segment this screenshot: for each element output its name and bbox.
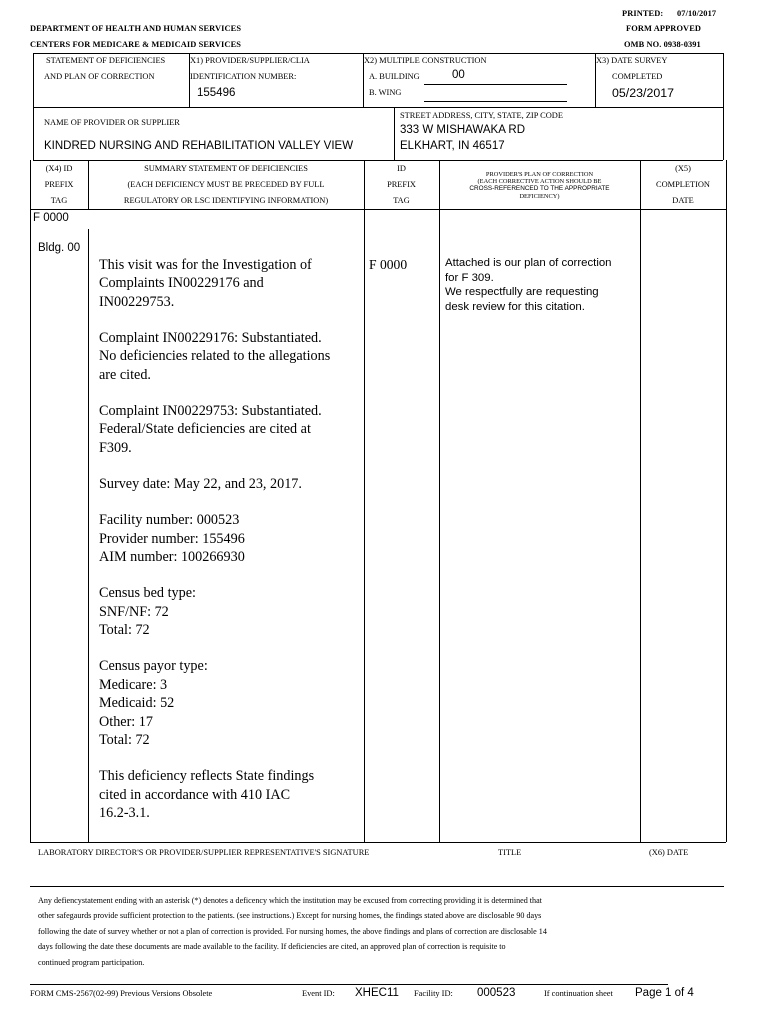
poc-header-3: CROSS-REFERENCED TO THE APPROPRIATE <box>469 185 610 192</box>
summary-line: Provider number: 155496 <box>99 530 245 547</box>
summary-line: Complaints IN00229176 and <box>99 275 264 292</box>
building-label: A. BUILDING <box>369 72 420 81</box>
x5-header: (X5) <box>675 164 691 173</box>
summary-paragraph <box>99 329 361 384</box>
x2-label: X2) MULTIPLE CONSTRUCTION <box>364 56 487 65</box>
agency-title: CENTERS FOR MEDICARE & MEDICAID SERVICES <box>30 40 242 49</box>
summary-line: Census bed type: <box>99 585 196 602</box>
id-header: ID <box>397 164 406 173</box>
signature-label: LABORATORY DIRECTOR'S OR PROVIDER/SUPPLIER REPRESENTATIVE'S SIGNATURE <box>38 848 370 857</box>
facility-id-label: Facility ID: <box>414 989 453 998</box>
poc-line: Attached is our plan of correction <box>445 257 612 269</box>
summary-line: Total: 72 <box>99 731 150 748</box>
form-id: FORM CMS-2567(02-99) Previous Versions Obsolete <box>30 989 213 998</box>
address-line-2: ELKHART, IN 46517 <box>400 140 505 152</box>
x4-tag-header: TAG <box>50 196 68 205</box>
summary-paragraph <box>99 511 361 566</box>
footer-divider <box>30 984 668 985</box>
poc-line: for F 309. <box>445 271 494 284</box>
summary-paragraph <box>99 402 361 457</box>
summary-statement <box>99 256 361 840</box>
notice-line: other safegaurds provide sufficient protection to the patients. (see instructions.) Except for nursing homes, the findings stated above are disclosable 90 days <box>38 911 542 921</box>
summary-paragraph <box>99 584 361 639</box>
summary-paragraph <box>99 657 361 749</box>
plan-label: AND PLAN OF CORRECTION <box>44 72 155 81</box>
provider-name-value: KINDRED NURSING AND REHABILITATION VALLEY VIEW <box>44 140 354 152</box>
summary-line: Medicaid: 52 <box>99 695 175 712</box>
summary-header-3: REGULATORY OR LSC IDENTIFYING INFORMATION) <box>123 196 329 205</box>
summary-line: SNF/NF: 72 <box>99 603 169 620</box>
x4-prefix-header: PREFIX <box>44 180 74 189</box>
summary-line: Complaint IN00229753: Substantiated. <box>99 403 322 420</box>
summary-line: Other: 17 <box>99 713 153 730</box>
provider-name-label: NAME OF PROVIDER OR SUPPLIER <box>44 118 180 127</box>
summary-paragraph <box>99 475 361 493</box>
summary-line: 16.2-3.1. <box>99 804 150 821</box>
summary-header-2: (EACH DEFICIENCY MUST BE PRECEDED BY FULL <box>127 180 325 189</box>
summary-line: AIM number: 100266930 <box>99 549 245 566</box>
id-prefix-tag: F 0000 <box>369 257 408 272</box>
completion-header: COMPLETION <box>656 180 710 189</box>
event-id-value: XHEC11 <box>355 987 399 999</box>
provider-id-value: 155496 <box>197 87 236 99</box>
summary-line: Medicare: 3 <box>99 676 168 693</box>
x3-label: X3) DATE SURVEY <box>596 56 668 65</box>
completed-label: COMPLETED <box>612 72 663 81</box>
summary-line: Census payor type: <box>99 658 208 675</box>
form-approved: FORM APPROVED <box>626 24 702 33</box>
summary-line: Complaint IN00229176: Substantiated. <box>99 330 322 347</box>
x4-id-header: (X4) ID <box>45 164 73 173</box>
prefix-tag: F 0000 <box>33 212 69 224</box>
poc-header-4: DEFICIENCY) <box>519 193 560 200</box>
summary-line: are cited. <box>99 366 151 383</box>
plan-of-correction <box>445 256 612 314</box>
completion-date-header: DATE <box>672 196 694 205</box>
summary-line: No deficiencies related to the allegations <box>99 348 331 365</box>
continuation-label: If continuation sheet <box>544 989 613 998</box>
statement-label: STATEMENT OF DEFICIENCIES <box>46 56 166 65</box>
summary-line: Survey date: May 22, and 23, 2017. <box>99 476 302 493</box>
x6-date-label: (X6) DATE <box>649 848 689 857</box>
summary-header-1: SUMMARY STATEMENT OF DEFICIENCIES <box>144 164 308 173</box>
summary-line: This deficiency reflects State findings <box>99 768 315 785</box>
summary-line: IN00229753. <box>99 293 175 310</box>
poc-line: We respectfully are requesting <box>445 286 599 298</box>
printed-label: PRINTED: <box>622 9 664 18</box>
summary-line: This visit was for the Investigation of <box>99 257 312 273</box>
x1-id-label: IDENTIFICATION NUMBER: <box>190 72 297 81</box>
x1-label: X1) PROVIDER/SUPPLIER/CLIA <box>190 56 310 65</box>
address-line-1: 333 W MISHAWAKA RD <box>400 124 526 136</box>
notice-line: days following the date these documents are made available to the facility. If deficiencies are cited, an approved plan of correction is requisite to <box>38 942 506 952</box>
summary-paragraph <box>99 767 361 822</box>
address-label: STREET ADDRESS, CITY, STATE, ZIP CODE <box>400 111 563 120</box>
disclosure-notice <box>38 893 547 970</box>
notice-line: continued program participation. <box>38 957 145 967</box>
survey-date-value: 05/23/2017 <box>612 86 675 100</box>
department-title: DEPARTMENT OF HEALTH AND HUMAN SERVICES <box>30 24 242 33</box>
event-id-label: Event ID: <box>302 989 335 998</box>
page-number: Page 1 of 4 <box>635 987 694 999</box>
summary-paragraph <box>99 256 361 311</box>
summary-line: Federal/State deficiencies are cited at <box>99 421 311 438</box>
facility-id-value: 000523 <box>477 987 516 999</box>
poc-line: desk review for this citation. <box>445 300 585 313</box>
title-label: TITLE <box>498 848 522 857</box>
summary-line: Facility number: 000523 <box>99 512 240 529</box>
omb-number: OMB NO. 0938-0391 <box>624 40 701 49</box>
building-tag: Bldg. 00 <box>38 242 81 254</box>
printed-date: 07/10/2017 <box>677 9 717 18</box>
summary-line: cited in accordance with 410 IAC <box>99 786 291 803</box>
poc-header-2: (EACH CORRECTIVE ACTION SHOULD BE <box>477 178 602 185</box>
wing-label: B. WING <box>369 88 402 97</box>
id-tag-header: TAG <box>393 196 410 205</box>
building-value: 00 <box>452 69 465 81</box>
notice-line: Any defiencystatement ending with an asterisk (*) denotes a deficency which the institution may be excused from correcting providing it is determined that <box>38 896 542 905</box>
summary-line: Total: 72 <box>99 622 150 639</box>
notice-line: following the date of survey whether or not a plan of correction is provided. For nursing homes, the above findings and plans of correction are disclosable 14 <box>38 926 547 936</box>
summary-line: F309. <box>99 439 132 456</box>
id-prefix-header: PREFIX <box>387 180 416 189</box>
poc-header-1: PROVIDER'S PLAN OF CORRECTION <box>485 171 594 178</box>
